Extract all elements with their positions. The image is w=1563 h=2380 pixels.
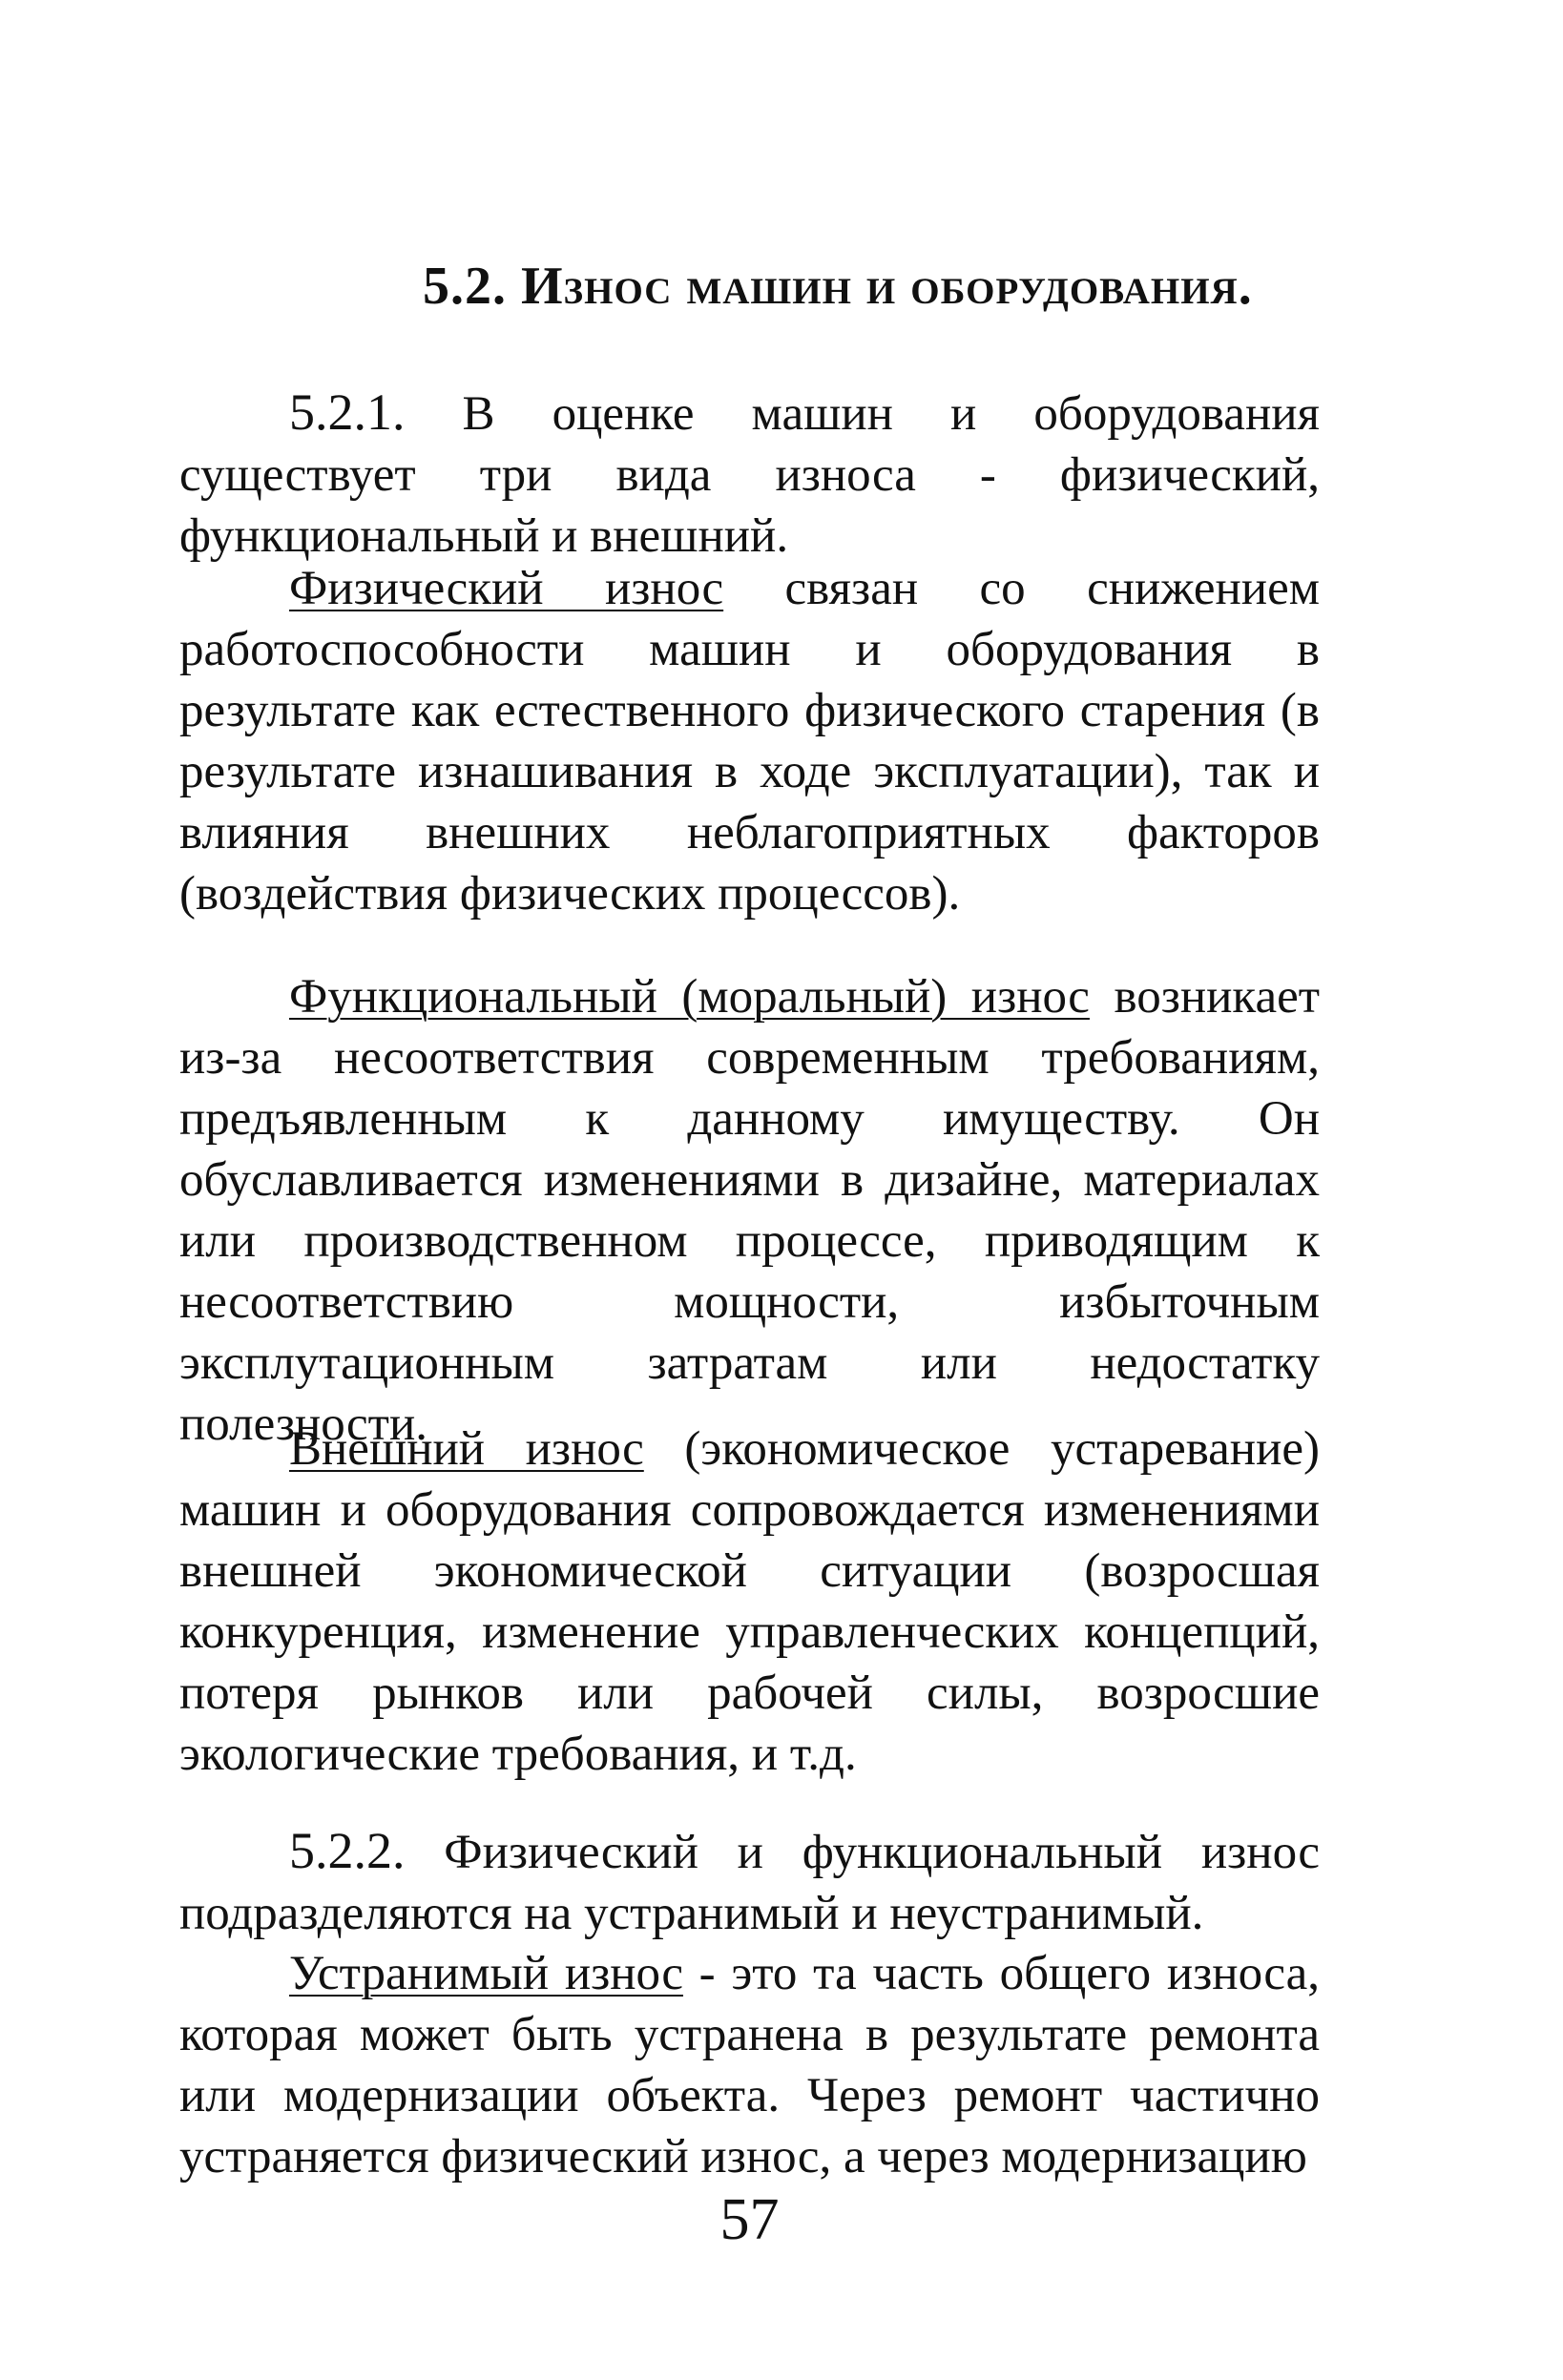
section-number: 5.2. (423, 257, 507, 316)
clause-number: 5.2.2. (289, 1822, 406, 1879)
term-external-wear: Внешний износ (289, 1422, 644, 1476)
paragraph-text: (экономическое устаревание) машин и оборудования сопровождается изменениями внешней экономической ситуации (возросшая конкуренция, изменение управленческих концепций, потеря рынков или рабочей силы, возросшие экологические требования, и т.д. (179, 1422, 1321, 1781)
paragraph-functional-wear (179, 966, 1320, 1455)
paragraph-physical-wear (179, 558, 1320, 924)
section-heading (423, 256, 1253, 317)
paragraph-5-2-2 (179, 1820, 1320, 1944)
paragraph-text: Физический и функциональный износ подразделяются на устранимый и неустранимый. (179, 1826, 1320, 1940)
paragraph-external-wear (179, 1418, 1320, 1785)
clause-number: 5.2.1. (289, 383, 406, 441)
document-page (179, 0, 1320, 2380)
paragraph-text: - это та часть общего износа, которая может быть устранена в результате ремонта или модернизации объекта. Через ремонт частично устраняется физический износ, а через модернизацию (179, 1947, 1320, 2183)
paragraph-text: возникает из-за несоответствия современным требованиям, предъявленным к данному имуществу. Он обуславливается изменениями в дизайне, материалах или производственном процессе, приводящим к несоответствию мощности, избыточным эксплутационным затратам или недостатку полезности. (179, 970, 1320, 1451)
term-physical-wear: Физический износ (289, 562, 724, 615)
term-removable-wear: Устранимый износ (289, 1947, 683, 2000)
section-title: Износ машин и оборудования. (521, 257, 1253, 316)
term-functional-wear: Функциональный (моральный) износ (289, 970, 1090, 1024)
page-number: 57 (719, 2187, 780, 2252)
paragraph-removable-wear (179, 1943, 1320, 2187)
paragraph-text: связан со снижением работоспособности машин и оборудования в результате как естественного физического старения (в результате изнашивания в ходе эксплуатации), так и влияния внешних неблагоприятных факторов (воздействия физических процессов). (179, 562, 1321, 921)
paragraph-5-2-1 (179, 382, 1320, 567)
paragraph-text: В оценке машин и оборудования существует три вида износа - физический, функциональный и внешний. (179, 387, 1320, 563)
